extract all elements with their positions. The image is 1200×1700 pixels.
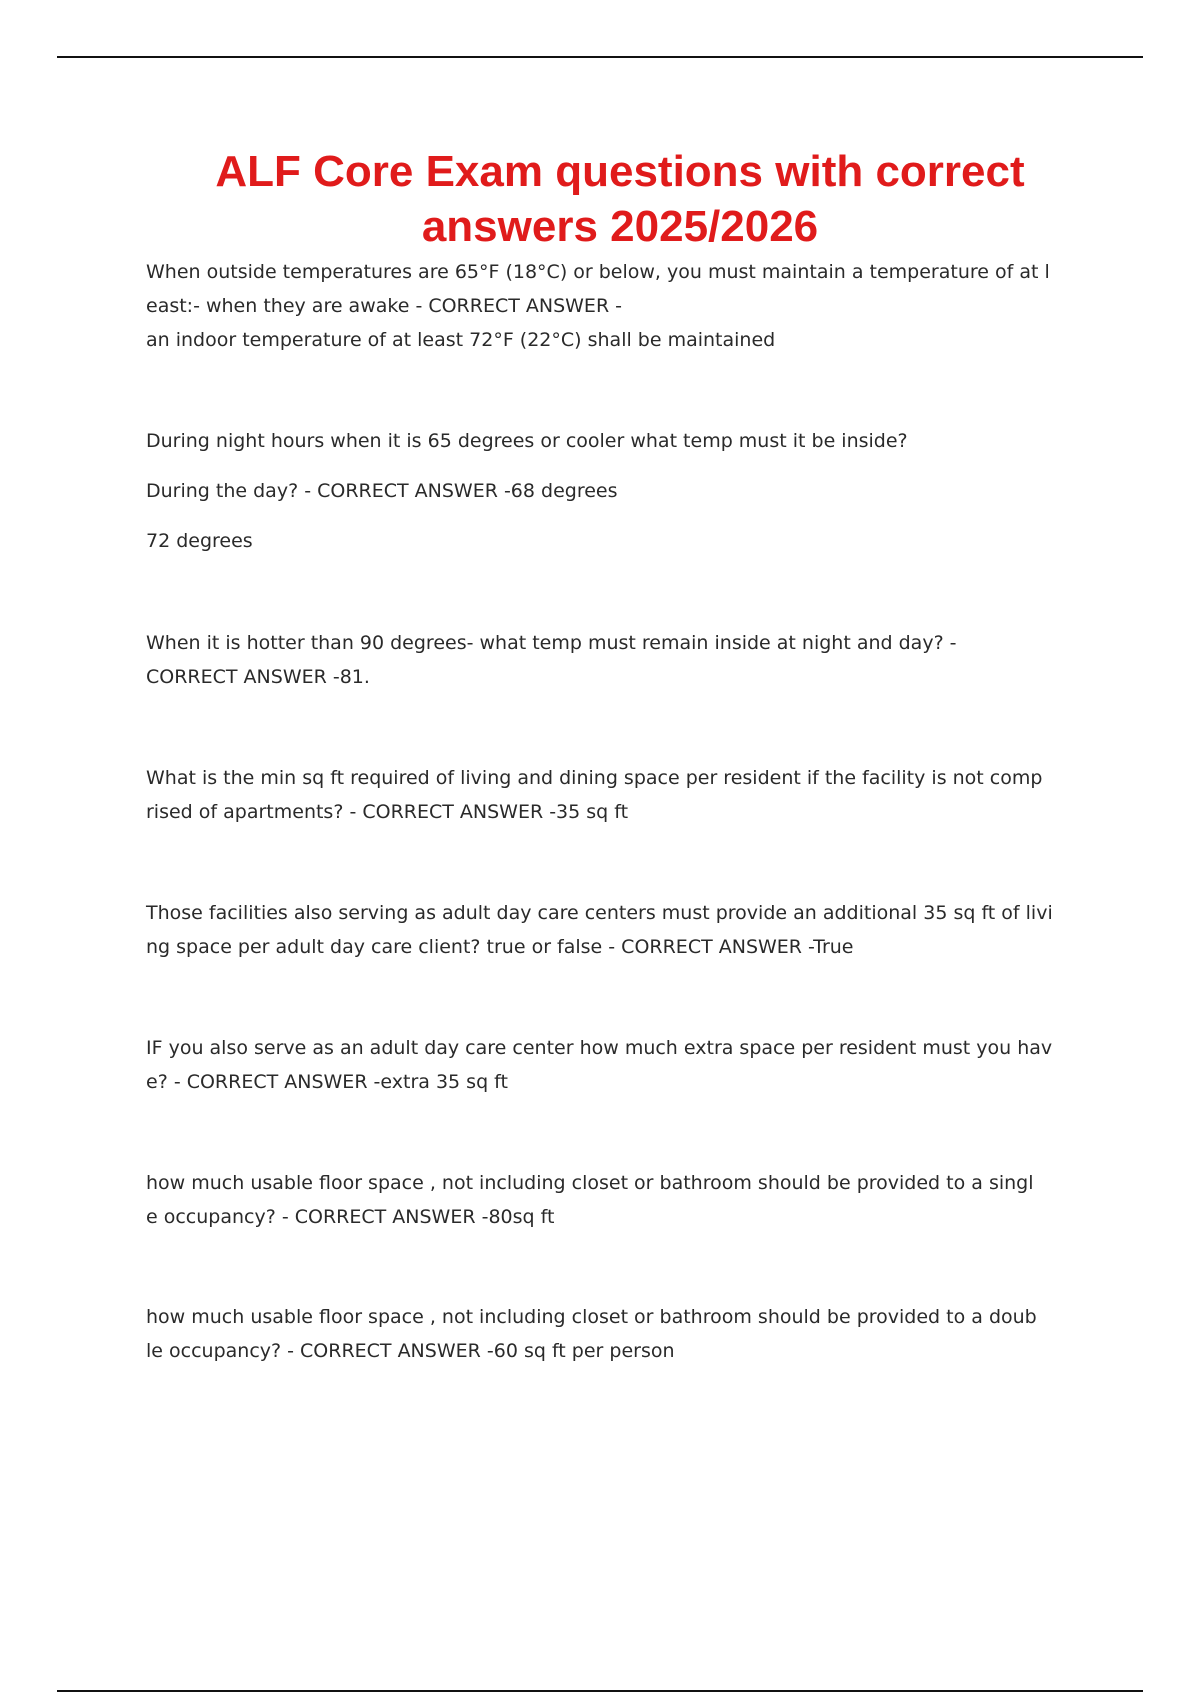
qa-line: 72 degrees bbox=[146, 530, 253, 552]
qa-item-3 bbox=[146, 626, 1086, 694]
title-line-1: ALF Core Exam questions with correct bbox=[215, 147, 1025, 196]
document-title bbox=[100, 144, 1140, 254]
qa-item-5 bbox=[146, 896, 1086, 964]
qa-line: rised of apartments? - CORRECT ANSWER -35 sq ft bbox=[146, 801, 629, 823]
qa-line: What is the min sq ft required of living and dining space per resident if the facility is not comp bbox=[146, 767, 1043, 789]
qa-line: Those facilities also serving as adult day care centers must provide an additional 35 sq ft of livi bbox=[146, 902, 1053, 924]
qa-line: ng space per adult day care client? true or false - CORRECT ANSWER -True bbox=[146, 936, 854, 958]
qa-item-4 bbox=[146, 761, 1086, 829]
qa-line: east:- when they are awake - CORRECT ANSWER - bbox=[146, 295, 623, 317]
title-line-2: answers 2025/2026 bbox=[421, 202, 819, 251]
qa-item-6 bbox=[146, 1031, 1086, 1099]
qa-line: When it is hotter than 90 degrees- what temp must remain inside at night and day? - bbox=[146, 632, 957, 654]
qa-line: e occupancy? - CORRECT ANSWER -80sq ft bbox=[146, 1206, 555, 1228]
qa-line: IF you also serve as an adult day care center how much extra space per resident must you hav bbox=[146, 1037, 1053, 1059]
qa-line: When outside temperatures are 65°F (18°C) or below, you must maintain a temperature of at l bbox=[146, 261, 1050, 283]
bottom-rule bbox=[57, 1690, 1143, 1692]
qa-item-2 bbox=[146, 424, 1086, 574]
qa-item-7 bbox=[146, 1166, 1086, 1234]
qa-line: how much usable floor space , not including closet or bathroom should be provided to a singl bbox=[146, 1172, 1034, 1194]
qa-line: CORRECT ANSWER -81. bbox=[146, 666, 370, 688]
qa-line: an indoor temperature of at least 72°F (22°C) shall be maintained bbox=[146, 329, 776, 351]
qa-line: During night hours when it is 65 degrees or cooler what temp must it be inside? bbox=[146, 430, 908, 452]
top-rule bbox=[57, 56, 1143, 58]
qa-line: le occupancy? - CORRECT ANSWER -60 sq ft per person bbox=[146, 1340, 675, 1362]
qa-item-8 bbox=[146, 1300, 1086, 1368]
qa-line: how much usable floor space , not including closet or bathroom should be provided to a doub bbox=[146, 1306, 1037, 1328]
qa-line: During the day? - CORRECT ANSWER -68 degrees bbox=[146, 480, 618, 502]
qa-item-1 bbox=[146, 255, 1086, 357]
qa-line: e? - CORRECT ANSWER -extra 35 sq ft bbox=[146, 1071, 508, 1093]
